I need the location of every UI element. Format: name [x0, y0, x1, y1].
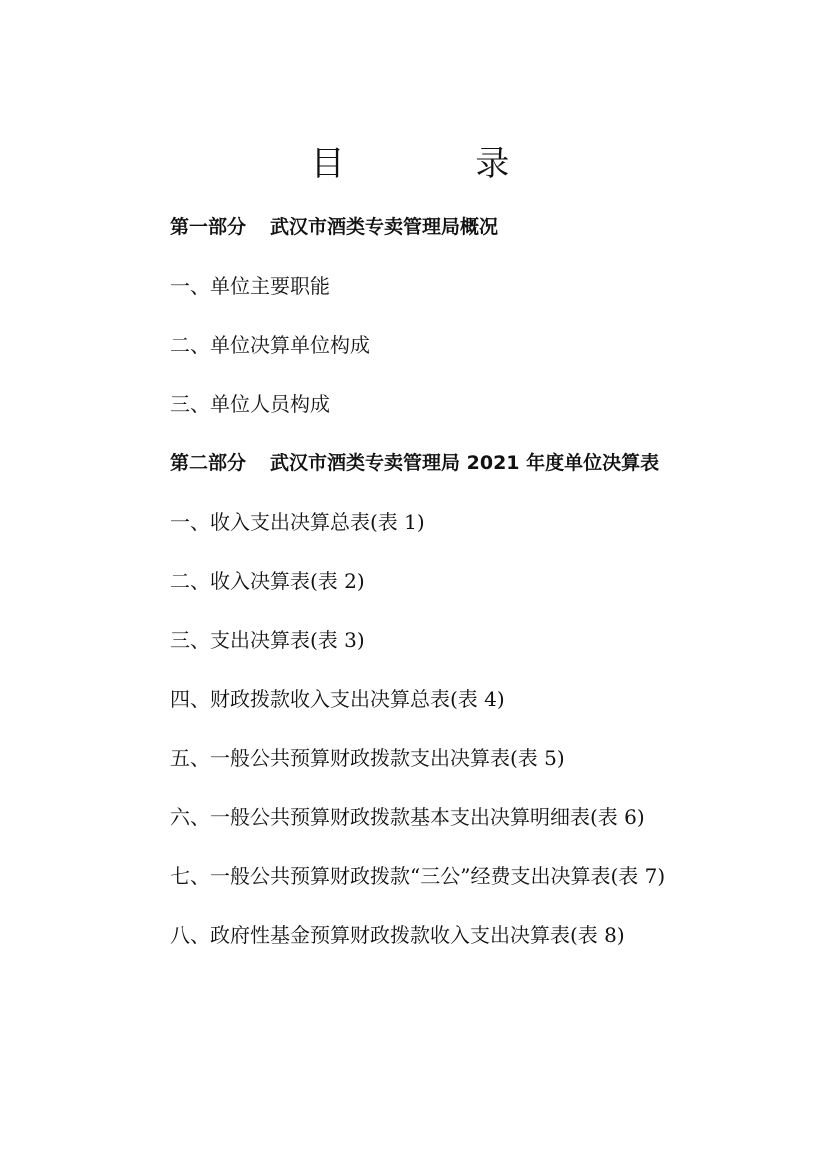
toc-item: 五、一般公共预算财政拨款支出决算表(表 5) — [170, 746, 565, 770]
toc-item: 六、一般公共预算财政拨款基本支出决算明细表(表 6) — [170, 805, 645, 829]
toc-item: 七、一般公共预算财政拨款“三公”经费支出决算表(表 7) — [170, 864, 666, 888]
table-of-contents — [124, 208, 694, 975]
toc-item: 三、单位人员构成 — [170, 392, 330, 416]
toc-item: 四、财政拨款收入支出决算总表(表 4) — [170, 687, 505, 711]
toc-part-2-text: 武汉市酒类专卖管理局 2021 年度单位决算表 — [270, 452, 660, 474]
toc-item: 一、单位主要职能 — [170, 274, 330, 298]
toc-part-1-label: 第一部分 — [170, 216, 247, 238]
toc-item: 二、单位决算单位构成 — [170, 333, 370, 357]
toc-item: 一、收入支出决算总表(表 1) — [170, 510, 425, 534]
toc-part-1 — [124, 208, 694, 246]
toc-part-2 — [124, 444, 694, 482]
toc-item: 二、收入决算表(表 2) — [170, 569, 365, 593]
toc-part-1-text: 武汉市酒类专卖管理局概况 — [270, 216, 499, 238]
page-title: 目 录 — [310, 144, 570, 184]
toc-part-2-label: 第二部分 — [170, 452, 247, 474]
toc-item: 三、支出决算表(表 3) — [170, 628, 365, 652]
toc-item: 八、政府性基金预算财政拨款收入支出决算表(表 8) — [170, 923, 625, 947]
